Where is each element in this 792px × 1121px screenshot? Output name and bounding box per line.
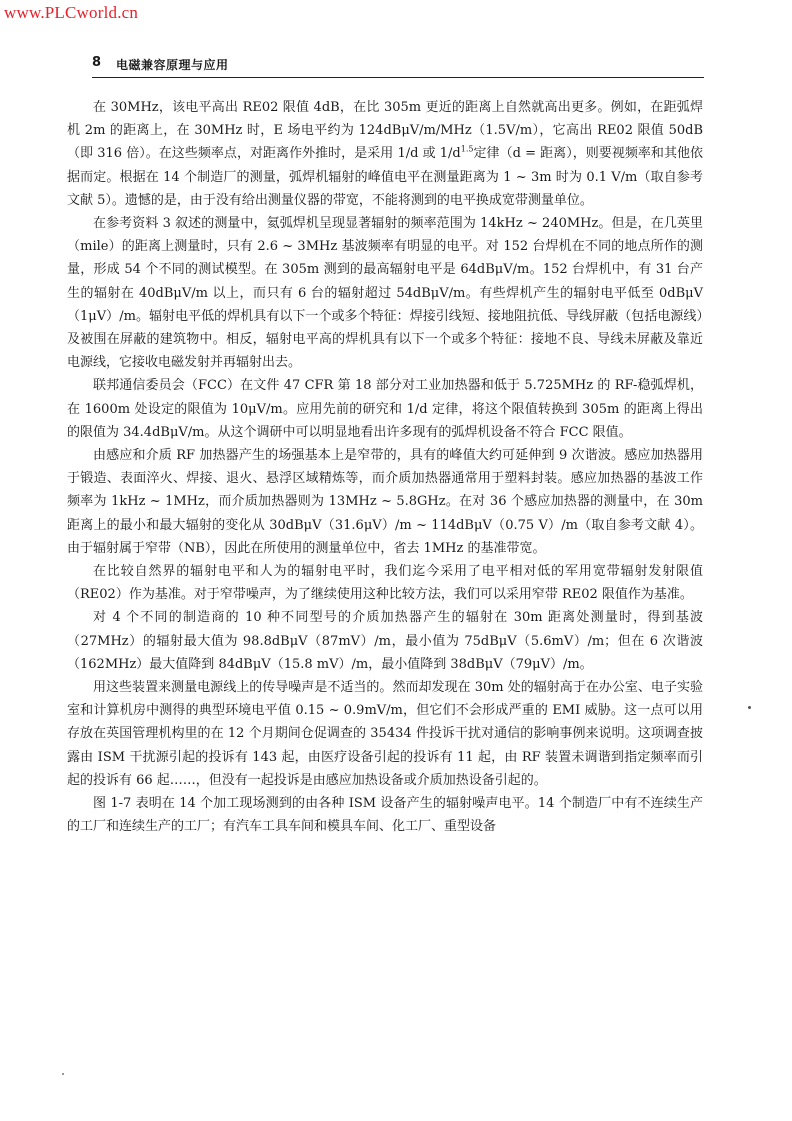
- paragraph-4: 由感应和介质 RF 加热器产生的场强基本上是窄带的，具有的峰值大约可延伸到 9 次谐波。感应加热器用于锻造、表面淬火、焊接、退火、悬浮区域精炼等，而介质加热器通常用于塑料封装。感应加热器的基波工作频率为 1kHz ~ 1MHz，而介质加热器则为 13MHz ~ 5.8GHz。在对 36 个感应加热器的测量中，在 30m 距离上的最小和最大辐射的变化从 30dBμV（31.6μV）/m ~ 114dBμV（0.75 V）/m（取自参考文献 4）。由于辐射属于窄带（NB），因此在所使用的测量单位中，省去 1MHz 的基准带宽。: [67, 448, 703, 556]
- paragraph-1-text: 在 30MHz，该电平高出 RE02 限值 4dB，在比 305m 更近的距离上自然就高出更多。例如，在距弧焊机 2m 的距离上，在 30MHz 时，E 场电平约为 124dBμV/m/MHz（1.5V/m），它高出 RE02 限值 50dB（即 316 倍）。在这些频率点，对距离作外推时，是采用 1/d 或 1/d: [67, 100, 703, 162]
- paragraph-5: 在比较自然界的辐射电平和人为的辐射电平时，我们迄今采用了电平相对低的军用宽带辐射发射限值（RE02）作为基准。对于窄带噪声，为了继续使用这种比较方法，我们可以采用窄带 RE02 限值作为基准。: [67, 564, 703, 603]
- paragraph-1: [67, 96, 703, 212]
- margin-dot: [62, 1073, 64, 1075]
- body-text: [67, 96, 703, 839]
- paragraph-8: 图 1-7 表明在 14 个加工现场测到的由各种 ISM 设备产生的辐射噪声电平。14 个制造厂中有不连续生产的工厂和连续生产的工厂；有汽车工具车间和模具车间、化工厂、重型设备: [67, 796, 703, 835]
- running-header: [92, 55, 704, 78]
- exponent-superscript: 1.5: [460, 145, 474, 155]
- book-title: 电磁兼容原理与应用: [116, 58, 229, 72]
- paragraph-6: 对 4 个不同的制造商的 10 种不同型号的介质加热器产生的辐射在 30m 距离处测量时，得到基波（27MHz）的辐射最大值为 98.8dBμV（87mV）/m，最小值为 75dBμV（5.6mV）/m；但在 6 次谐波（162MHz）最大值降到 84dBμV（15.8 mV）/m，最小值降到 38dBμV（79μV）/m。: [67, 610, 703, 672]
- paragraph-2: 在参考资料 3 叙述的测量中，氦弧焊机呈现显著辐射的频率范围为 14kHz ~ 240MHz。但是，在几英里（mile）的距离上测量时，只有 2.6 ~ 3MHz 基波频率有明显的电平。对 152 台焊机在不同的地点所作的测量，形成 54 个不同的测试模型。在 305m 测到的最高辐射电平是 64dBμV/m。152 台焊机中，有 31 台产生的辐射在 40dBμV/m 以上，而只有 6 台的辐射超过 54dBμV/m。有些焊机产生的辐射电平低至 0dBμV（1μV）/m。辐射电平低的焊机具有以下一个或多个特征：焊接引线短、接地阻抗低、导线屏蔽（包括电源线）及被围在屏蔽的建筑物中。相反，辐射电平高的焊机具有以下一个或多个特征：接地不良、导线未屏蔽及靠近电源线，它接收电磁发射并再辐射出去。: [67, 216, 703, 371]
- paragraph-1-text-cont: 定律（d = 距离），则要视频率和其他依据而定。根据在 14 个制造厂的测量，弧焊机辐射的峰值电平在测量距离为 1 ~ 3m 时为 0.1 V/m（取自参考文献 5）。遗憾的是，由于没有给出测量仪器的带宽，不能将测到的电平换成宽带测量单位。: [67, 146, 704, 208]
- watermark: www.PLCworld.cn: [4, 3, 139, 22]
- paragraph-3: 联邦通信委员会（FCC）在文件 47 CFR 第 18 部分对工业加热器和低于 5.725MHz 的 RF-稳弧焊机，在 1600m 处设定的限值为 10μV/m。应用先前的研究和 1/d 定律，将这个限值转换到 305m 的距离上得出的限值为 34.4dBμV/m。从这个调研中可以明显地看出许多现有的弧焊机设备不符合 FCC 限值。: [67, 378, 703, 440]
- paragraph-7: 用这些装置来测量电源线上的传导噪声是不适当的。然而却发现在 30m 处的辐射高于在办公室、电子实验室和计算机房中测得的典型环境电平值 0.15 ~ 0.9mV/m，但它们不会形成严重的 EMI 威胁。这一点可以用存放在英国管理机构里的在 12 个月期间仓促调查的 35434 件投诉干扰对通信的影响事例来说明。这项调查披露由 ISM 干扰源引起的投诉有 143 起，由医疗设备引起的投诉有 11 起，由 RF 装置未调谐到指定频率而引起的投诉有 66 起……，但没有一起投诉是由感应加热设备或介质加热设备引起的。: [67, 680, 703, 788]
- margin-dot: [748, 706, 751, 709]
- page-number: 8: [92, 55, 102, 70]
